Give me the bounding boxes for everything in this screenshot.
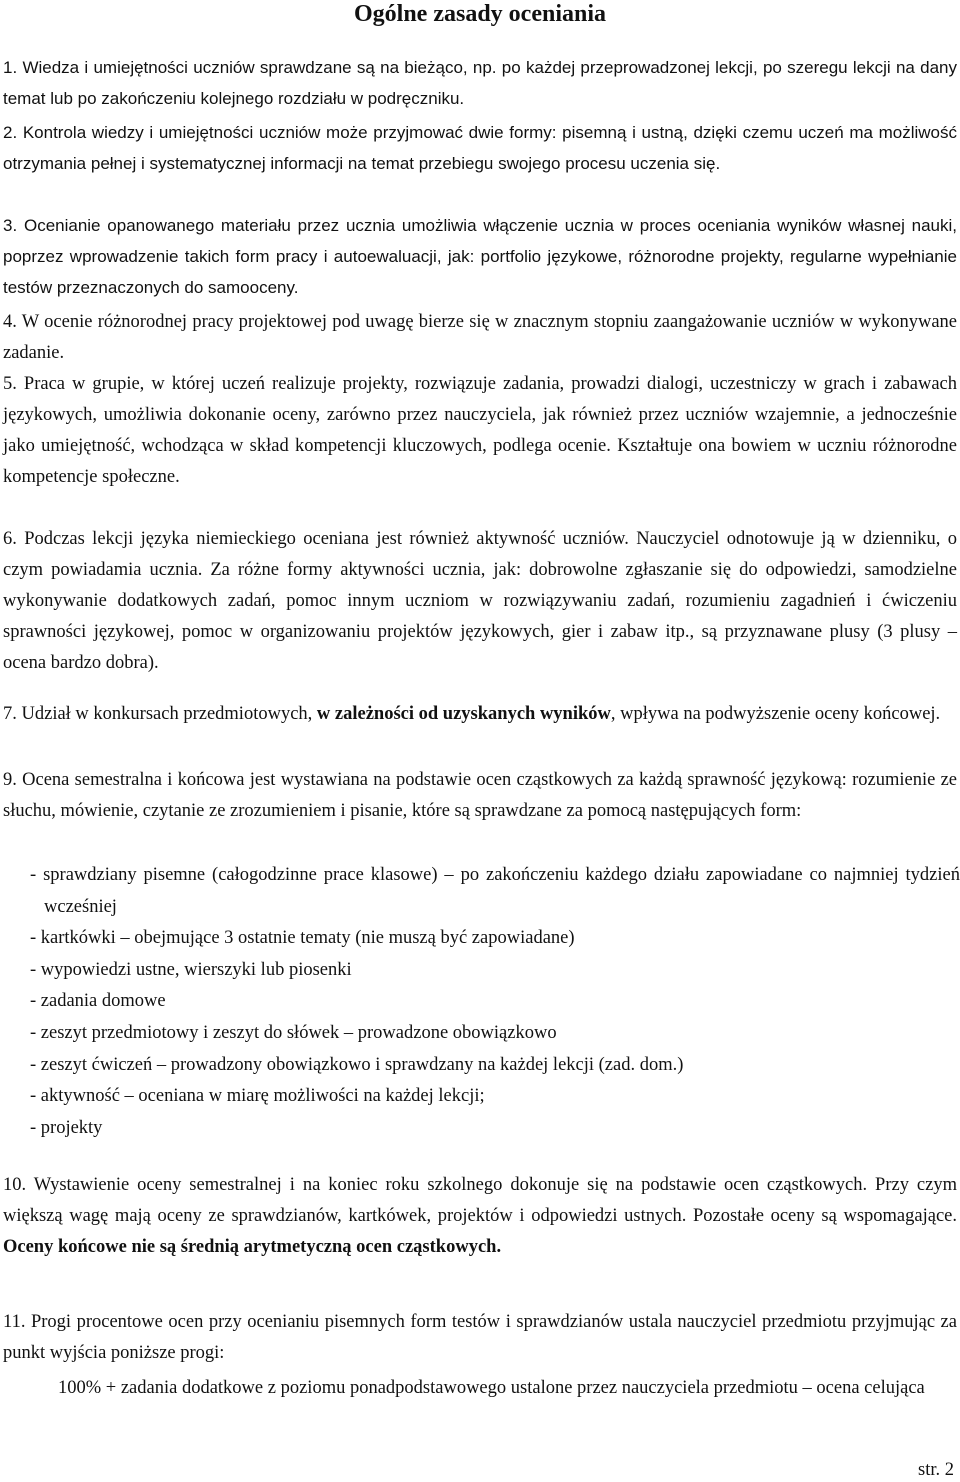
rule-3: 3. Ocenianie opanowanego materiału przez ucznia umożliwia włączenie ucznia w proces oceniania wyników własnej nauki, poprzez wprowadzenie takich form pracy i autoewaluacji, jak: portfolio językowe, różnorodne projekty, regularne wypełnianie testów przeznaczonych do samooceny. [3,216,957,297]
rule-4: 4. W ocenie różnorodnej pracy projektowej pod uwagę bierze się w znacznym stopniu zaangażowanie uczniów w wykonywane zadanie. [3,312,957,363]
rule-10-emphasis: Oceny końcowe nie są średnią arytmetyczną ocen cząstkowych. [3,1237,502,1257]
list-item: - projekty [30,1117,103,1138]
rule-7 [3,699,957,730]
list-item: - zeszyt ćwiczeń – prowadzony obowiązkowo i sprawdzany na każdej lekcji (zad. dom.) [30,1054,684,1075]
rule-5: 5. Praca w grupie, w której uczeń realizuje projekty, rozwiązuje zadania, prowadzi dialogi, uczestniczy w grach i zabawach językowych, umożliwia dokonanie oceny, zarówno przez nauczyciela, jak również przez uczniów wzajemnie, a jednocześnie jako umiejętność, wchodząca w skład kompetencji kluczowych, podlega ocenie. Kształtuje ona bowiem w uczniu różnorodne kompetencje społeczne. [3,374,957,487]
grade-threshold: 100% + zadania dodatkowe z poziomu ponadpodstawowego ustalone przez nauczyciela przedmiotu – ocena celująca [58,1378,925,1398]
rule-7-emphasis: w zależności od uzyskanych wyników [316,704,611,724]
rule-7-tail: , wpływa na podwyższenie oceny końcowej. [610,704,941,724]
rule-10 [3,1170,957,1263]
rule-11: 11. Progi procentowe ocen przy ocenianiu pisemnych form testów i sprawdzianów ustala nauczyciel przedmiotu przyjmując za punkt wyjścia poniższe progi: [3,1312,957,1363]
rule-9: 9. Ocena semestralna i końcowa jest wystawiana na podstawie ocen cząstkowych za każdą sprawność językową: rozumienie ze słuchu, mówienie, czytanie ze zrozumieniem i pisanie, które są sprawdzane za pomocą następujących form: [3,770,957,821]
assessment-forms-list [30,860,960,1144]
rule-7-lead: 7. Udział w konkursach przedmiotowych, [3,704,317,724]
page-title: Ogólne zasady oceniania [353,1,606,27]
rule-2: 2. Kontrola wiedzy i umiejętności uczniów może przyjmować dwie formy: pisemną i ustną, dzięki czemu uczeń ma możliwość otrzymania pełnej i systematycznej informacji na temat przebiegu swojego procesu uczenia się. [3,123,957,173]
list-item: - wypowiedzi ustne, wierszyki lub piosenki [30,959,352,980]
rule-6: 6. Podczas lekcji języka niemieckiego oceniana jest również aktywność uczniów. Nauczyciel odnotowuje ją w dzienniku, o czym powiadamia ucznia. Za różne formy aktywności ucznia, jak: dobrowolne zgłaszanie się do odpowiedzi, samodzielne wykonywanie dodatkowych zadań, pomoc innym uczniom w rozwiązywaniu zadań, rozumieniu zagadnień i ćwiczeniu sprawności językowej, pomoc w organizowaniu projektów językowych, gier i zabaw itp., są przyznawane plusy (3 plusy – ocena bardzo dobra). [3,529,957,673]
rule-1: 1. Wiedza i umiejętności uczniów sprawdzane są na bieżąco, np. po każdej przeprowadzonej lekcji, po szeregu lekcji na dany temat lub po zakończeniu kolejnego rozdziału w podręczniku. [3,58,957,108]
list-item: - zeszyt przedmiotowy i zeszyt do słówek – prowadzone obowiązkowo [30,1022,557,1043]
list-item: - aktywność – oceniana w miarę możliwości na każdej lekcji; [30,1086,485,1107]
list-item: - zadania domowe [30,991,166,1012]
list-item: - kartkówki – obejmujące 3 ostatnie tematy (nie muszą być zapowiadane) [30,928,575,949]
page-number: str. 2 [918,1460,954,1480]
list-item: - sprawdziany pisemne (całogodzinne prace klasowe) – po zakończeniu każdego działu zapowiadane co najmniej tydzień wcześniej [30,865,960,917]
rule-10-text: 10. Wystawienie oceny semestralnej i na koniec roku szkolnego dokonuje się na podstawie ocen cząstkowych. Przy czym większą wagę mają oceny ze sprawdzianów, kartkówek, projektów i odpowiedzi ustnych. Pozostałe oceny są wspomagające. [3,1175,957,1226]
